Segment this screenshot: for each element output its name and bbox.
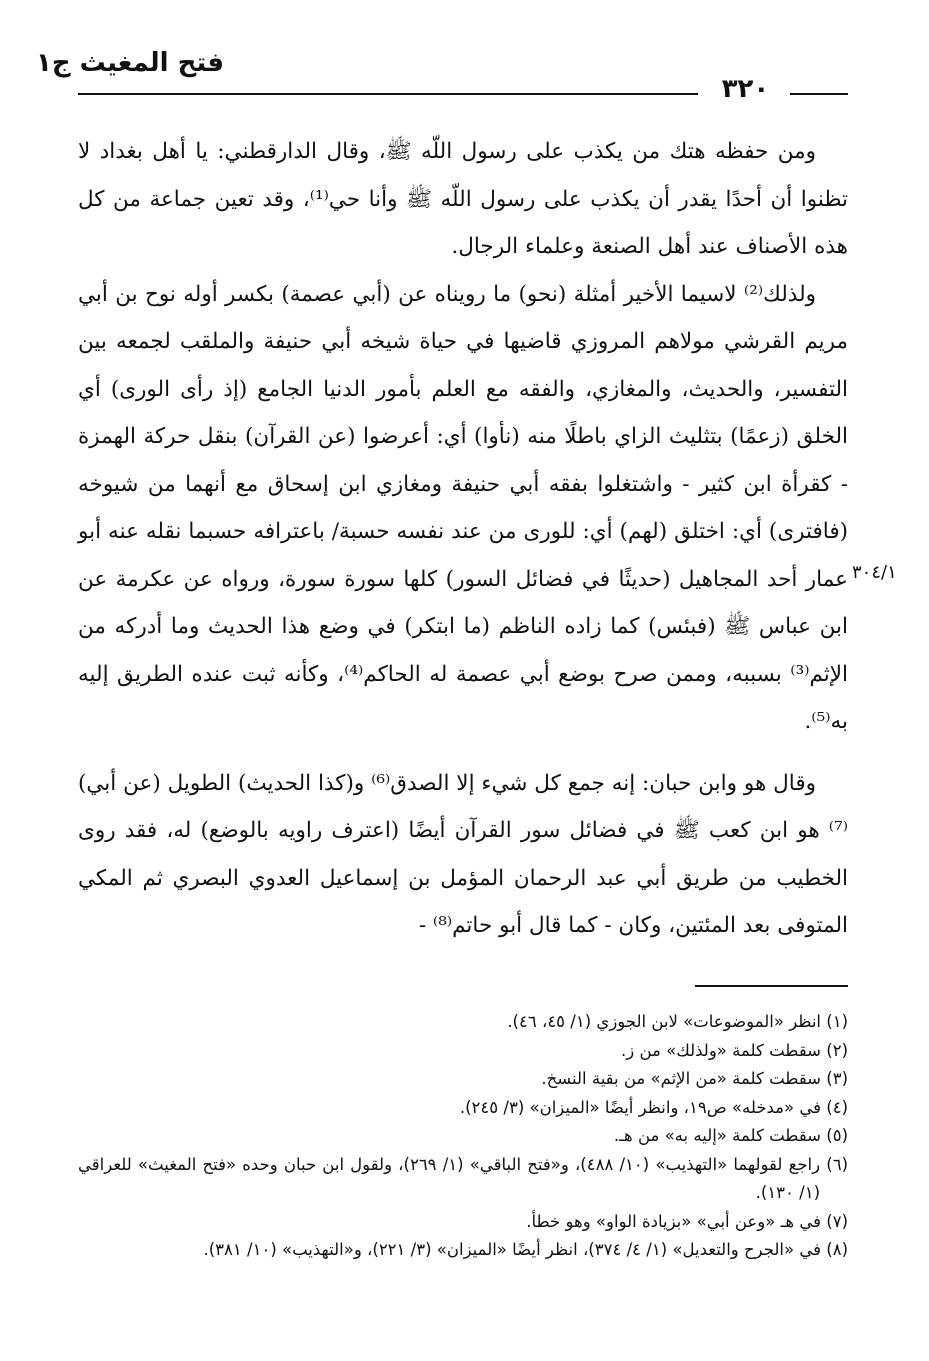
header-rule (78, 93, 698, 95)
footnote: (٢) سقطت كلمة «ولذلك» من ز. (621, 1040, 848, 1060)
paragraph: ومن حفظه هتك من يكذب على رسول اللّه ﷺ، وقال الدارقطني: يا أهل بغداد لا تظنوا أن أحدًا يقدر أن يكذب على رسول اللّه ﷺ وأنا حي⁽¹⁾، وقد تعين جماعة من كل هذه الأصناف عند أهل الصنعة وعلماء الرجال. (78, 139, 848, 259)
footnote: (٨) في «الجرح والتعديل» (١/ ٤/ ٣٧٤)، انظر أيضًا «الميزان» (٣/ ٢٢١)، و«التهذيب» (١٠/ ٣٨١). (203, 1240, 848, 1259)
footnote-separator (695, 985, 848, 987)
header-rule-right (790, 93, 848, 95)
footnote: (٥) سقطت كلمة «إليه به» من هـ. (613, 1126, 848, 1145)
main-text (78, 128, 848, 950)
footnotes (78, 1008, 848, 1265)
footnote: (٤) في «مدخله» ص١٩، وانظر أيضًا «الميزان» (٣/ ٢٤٥). (459, 1097, 848, 1117)
footnote: (٦) راجع لقولهما «التهذيب» (١٠/ ٤٨٨)، و«فتح الباقي» (١/ ٢٦٩)، ولقول ابن حبان وحده «فتح المغيث» للعراقي (١/ ١٣٠). (78, 1154, 849, 1202)
footnote: (١) انظر «الموضوعات» لابن الجوزي (١/ ٤٥، ٤٦). (507, 1012, 848, 1031)
running-header-title: فتح المغيث ج١ (35, 48, 224, 78)
footnote: (٧) في هـ «وعن أبي» «بزيادة الواو» وهو خطأ. (526, 1211, 848, 1231)
footnote: (٣) سقطت كلمة «من الإثم» من بقية النسخ. (541, 1069, 848, 1088)
page-number: ٣٢٠ (721, 74, 770, 104)
paragraph: وقال هو وابن حبان: إنه جمع كل شيء إلا الصدق⁽⁶⁾ و(كذا الحديث) الطويل (عن أبي)⁽⁷⁾ هو ابن كعب ﷺ في فضائل سور القرآن أيضًا (اعترف راويه بالوضع) له، فقد روى الخطيب من طريق أبي عبد الرحمان المؤمل بن إسماعيل العدوي البصري ثم المكي المتوفى بعد المئتين، وكان - كما قال أبو حاتم⁽⁸⁾ - (78, 770, 848, 938)
margin-reference: ٣٠٤/١ (852, 562, 897, 583)
paragraph: ولذلك⁽²⁾ لاسيما الأخير أمثلة (نحو) ما رويناه عن (أبي عصمة) بكسر أوله نوح بن أبي مريم القرشي مولاهم المروزي قاضيها في حياة شيخه أبي حنيفة والملقب لجمعه بين التفسير، والحديث، والمغازي، والفقه مع العلم بأمور الدنيا الجامع (إذ رأى الورى) أي الخلق (زعمًا) بتثليث الزاي باطلًا منه (نأوا) أي: أعرضوا (عن القرآن) بنقل حركة الهمزة - كقرأة ابن كثير - واشتغلوا بفقه أبي حنيفة ومغازي ابن إسحاق مع أنهما من شيوخه (فافترى) أي: اختلق (لهم) أي: للورى من عند نفسه حسبة/ باعترافه حسبما نقله عنه أبو عمار أحد المجاهيل (حديثًا في فضائل السور) كلها سورة سورة، ورواه عن عكرمة عن ابن عباس ﷺ (فبئس) كما زاده الناظم (ما ابتكر) في وضع هذا الحديث وما أدركه من الإثم⁽³⁾ بسببه، وممن صرح بوضع أبي عصمة له الحاكم⁽⁴⁾، وكأنه ثبت عنده الطريق إليه به⁽⁵⁾. (78, 281, 848, 734)
